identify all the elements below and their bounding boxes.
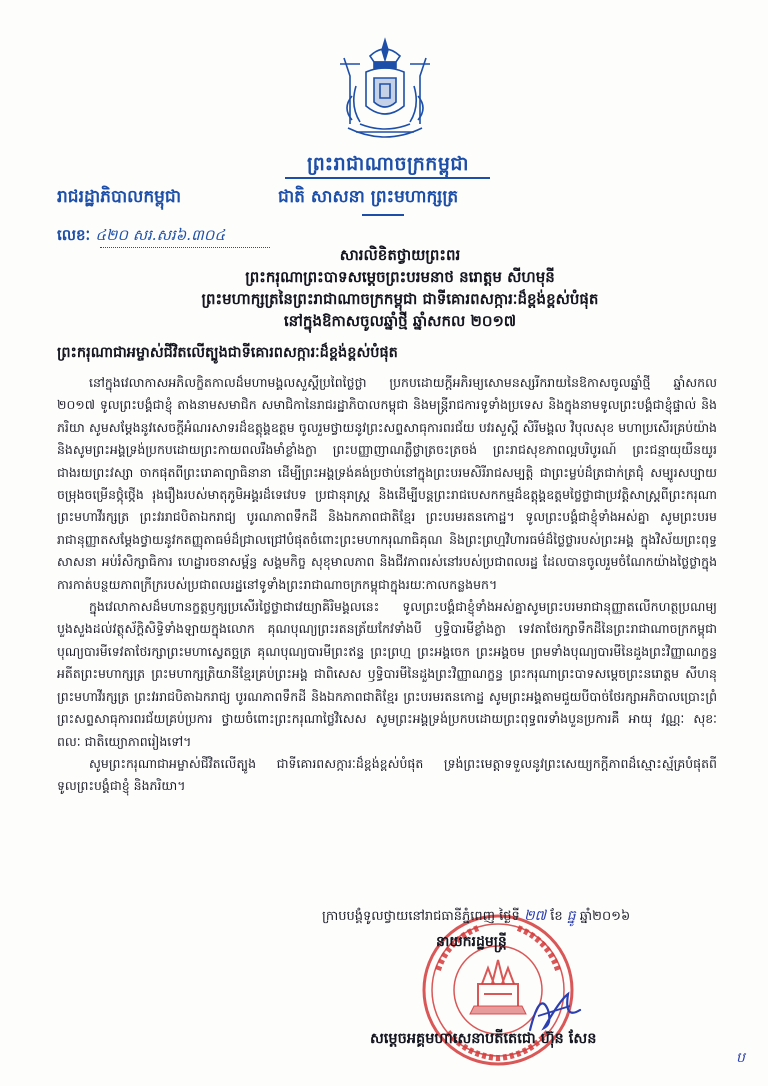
signer-title: នាយករដ្ឋមន្ត្រី [436, 934, 507, 950]
motto-divider [362, 214, 404, 216]
title-line-1: សារលិខិតថ្វាយព្រះពរ [339, 246, 461, 264]
body-paragraph-3: សូមព្រះករុណាជាអម្ចាស់ជីវិតលើត្បូង ជាទីគោរពសក្ការៈដ៏ខ្ពង់ខ្ពស់បំផុត ទ្រង់ព្រះមេត្តាទទួលនូវព្រះសេយ្យកក្តីភាពដ៏ស្មោះស្ម័គ្របំផុតពីទូលព្រះបង្គំជាខ្ញុំ និងភរិយា។ [57, 755, 717, 794]
title-line-2: ព្រះករុណាព្រះបាទសម្តេចព្រះបរមនាថ នរោត្តម សីហមុនី [245, 268, 555, 286]
government-name: រាជរដ្ឋាភិបាលកម្ពុជា [57, 187, 182, 207]
month-label: ខែ [550, 909, 563, 924]
national-motto: ជាតិ សាសនា ព្រះមហាក្សត្រ [278, 187, 459, 207]
body-paragraph-1: នៅក្នុងវេលាកាសអភិលក្ខិតកាលដ៏មហាមង្គលសួស្តីប្រពៃថ្លៃថ្លា ប្រកបដោយក្តីអភិរម្យសោមនស្សរីករាយនៃឱកាសចូលឆ្នាំថ្មី ឆ្នាំសកល ២០១៧ ទូលព្រះបង្គំជាខ្ញុំ តាងនាមសមាជិក សមាជិកានៃរាជរដ្ឋាភិបាលកម្ពុជា និងមន្ត្រីរាជការទូទាំងប្រទេស និងក្នុងនាមទូលព្រះបង្គំជាខ្ញុំផ្ទាល់ និងភរិយា សូមសម្តែងនូវសេចក្តីអំណរសាទរដ៏ឧត្តុង្គឧត្តម ចូលរួមថ្វាយនូវព្រះសព្ទសាធុការពរជ័យ បវរសួស្តី សិរីមង្គល វិបុលសុខ មហាប្រសើរគ្រប់យ៉ាង និងសូមព្រះអង្គទ្រង់ប្រកបដោយព្រះកាយពលរឹងមាំខ្លាំងក្លា ព្រះបញ្ញាញាណភ្លឺថ្លាត្រចះត្រចង់ ព្រះរាជសុខភាពល្អបរិបូរណ៍ ព្រះជន្មាយុយឺនយូរជាងរយព្រះវស្សា ចាកផុតពីព្រះរោគាព្យាធិនានា ដើម្បីព្រះអង្គទ្រង់គង់ប្រថាប់នៅក្នុងព្រះបរមសិរីរាជសម្បត្តិ ជាព្រះម្លប់ដ៏ត្រជាក់ត្រជុំ សម្បូរសប្បាយ ចម្រុងចម្រើនថ្កុំថ្កើង រុងរឿងរបស់មាតុភូមិអង្គរដ៏ទេវេបទ ប្រជានុរាស្ត្រ និងដើម្បីបន្តព្រះរាជបេសកកម្មដ៏ឧត្តុង្គឧត្តមថ្លៃថ្លាជាប្រវត្តិសាស្ត្រពីព្រះករុណា ព្រះមហាវីរក្សត្រ ព្រះវររាជបិតាឯករាជ្យ បូរណភាពទឹកដី និងឯកភាពជាតិខ្មែរ ព្រះបរមរតនកោដ្ឋ។ ទូលព្រះបង្គំជាខ្ញុំទាំងអស់គ្នា សូមព្រះបរមរាជានុញ្ញាតសម្តែងថ្វាយនូវកតញ្ញុតាធម៌ដ៏ជ្រាលជ្រៅបំផុតចំពោះព្រះមហាករុណាធិគុណ និងព្រះព្រហ្មវិហារធម៌ដ៏ថ្លៃថ្លារបស់ព្រះអង្គ ក្នុងវិស័យព្រះពុទ្ធសាសនា អប់រំសិក្សាធិការ ហេដ្ឋារចនាសម្ព័ន្ធ សង្គមកិច្ច សុខុមាលភាព និងជីវភាពរស់នៅរបស់ប្រជាពលរដ្ឋ ដែលបានចូលរួមចំណែកយ៉ាងថ្លៃថ្លាក្នុងការកាត់បន្ថយភាពក្រីក្ររបស់ប្រជាពលរដ្ឋនៅទូទាំងព្រះរាជាណាចក្រកម្ពុជាក្នុងរយៈកាលកន្លងមក។ [57, 375, 717, 592]
kingdom-heading: ព្រះរាជាណាចក្រកម្ពុជា [307, 153, 469, 175]
title-line-4: នៅក្នុងឱកាសចូលឆ្នាំថ្មី ឆ្នាំសកល ២០១៧ [283, 312, 517, 330]
signer-name: សម្តេចអគ្គមហាសេនាបតីតេជោ ហ៊ុន សែន [370, 1031, 597, 1047]
date-year: ឆ្នាំ២០១៦ [579, 909, 631, 924]
royal-emblem-icon [330, 36, 440, 148]
heading-rule [285, 177, 490, 179]
page-mark: ប [736, 1050, 745, 1066]
letter-body [57, 372, 717, 798]
reference-label: លេខៈ [57, 226, 91, 244]
letter-title [120, 244, 680, 332]
reference-value: ៤២០ សរ.សរ៦.៣០៤ [95, 226, 226, 244]
body-paragraph-2: ក្នុងវេលាកាសដ៏មហានក្ខត្តឫក្សប្រសើរថ្លៃថ្លាជាវេយ្យាគិរិមង្គលនេះ ទូលព្រះបង្គំជាខ្ញុំទាំងអស់គ្នាសូមព្រះបរមរាជានុញ្ញាតលើកហត្ថប្រណម្យបួងសួងដល់វត្ថុស័ក្តិសិទ្ធិទាំងឡាយក្នុងលោក គុណបុណ្យព្រះរតនត្រ័យកែវទាំងបី ឫទ្ធិបារមីខ្លាំងក្លា ទេវតាថែរក្សាទឹកដីនៃព្រះរាជាណាចក្រកម្ពុជា បុណ្យបារមីទេវតាថែរក្សាព្រះមហាស្វេតច្ឆត្រ គុណបុណ្យបារមីព្រះឥន្ទ ព្រះព្រហ្ម ព្រះអង្គចេក ព្រះអង្គចម ព្រមទាំងបុណ្យបារមីនៃដួងព្រះវិញ្ញាណក្ខន្ធអតីតព្រះមហាក្សត្រ ព្រះមហាក្សត្រិយានីខ្មែរគ្រប់ព្រះអង្គ ជាពិសេស ឫទ្ធិបារមីនៃដួងព្រះវិញ្ញាណក្ខន្ធ ព្រះករុណាព្រះបាទសម្តេចព្រះនរោត្តម សីហនុ ព្រះមហាវីរក្សត្រ ព្រះវររាជបិតាឯករាជ្យ បូរណភាពទឹកដី និងឯកភាពជាតិខ្មែរ ព្រះបរមរតនកោដ្ឋ សូមព្រះអង្គតាមជួយបីបាច់ថែរក្សាអភិបាលប្រោះព្រំព្រះសព្ទសាធុការពរជ័យគ្រប់ប្រការ ថ្វាយចំពោះព្រះករុណាថ្លៃវិសេស សូមព្រះអង្គទ្រង់ប្រកបដោយព្រះពុទ្ធពរទាំងបួនប្រការគឺ អាយុ វណ្ណៈ សុខៈ ពលៈ ជាតិយ្យោភាពរៀងទៅ។ [57, 599, 717, 749]
date-line [322, 906, 630, 927]
title-line-3: ព្រះមហាក្សត្រនៃព្រះរាជាណាចក្រកម្ពុជា ជាទីគោរពសក្ការៈដ៏ខ្ពង់ខ្ពស់បំផុត [201, 290, 599, 308]
salutation: ព្រះករុណាជាអម្ចាស់ជីវិតលើត្បូងជាទីគោរពសក្ការៈដ៏ខ្ពង់ខ្ពស់បំផុត [57, 345, 398, 361]
date-day: ២៧ [523, 908, 547, 924]
date-month: ធ្នូ [566, 908, 576, 924]
date-prefix: ក្រាបបង្គំទូលថ្វាយនៅរាជធានីភ្នំពេញ ថ្ងៃទី [322, 909, 520, 924]
